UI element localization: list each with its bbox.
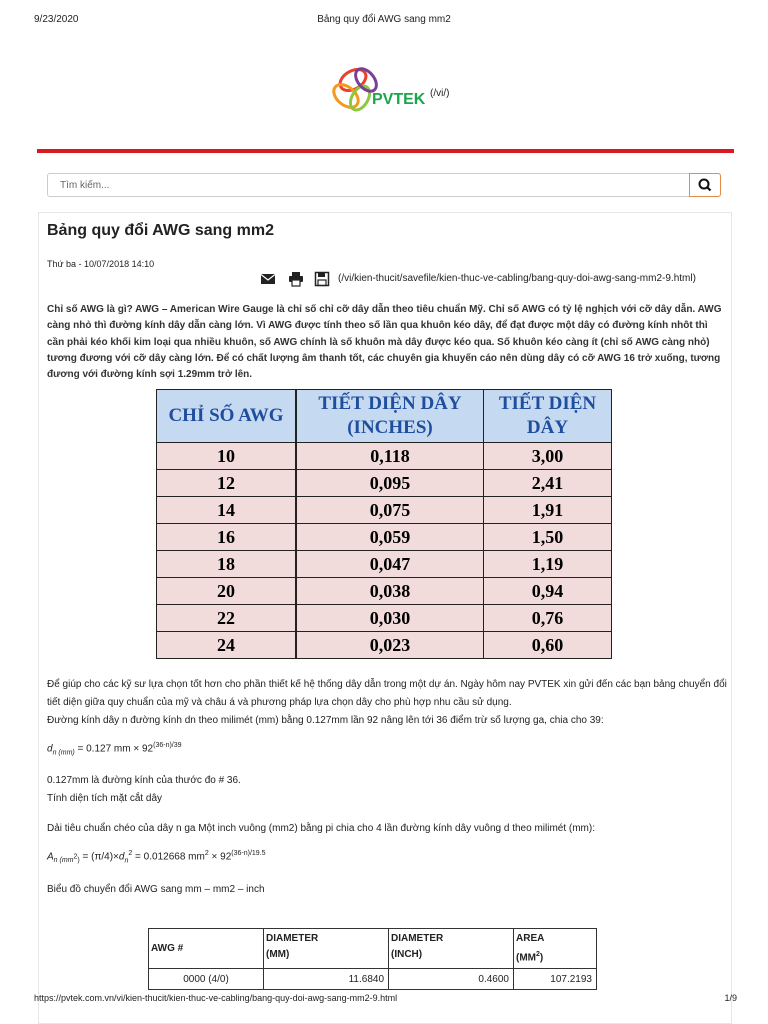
intro-paragraph: Chỉ số AWG là gì? AWG – American Wire Gauge là chỉ số chỉ cỡ dây dẫn theo tiêu chuẩn Mỹ. Chỉ số AWG có tỷ lệ nghịch với cỡ dây dẫn. AWG càng nhỏ thì đường kính dây dẫn càng lớn. Vì AWG được tính theo số lần qua khuôn kéo dây, để đạt được một dây có đường kính nhôt thì cần phải kéo khối kim loại qua nhiều khuôn, số AWG chính là số khuôn mà dây được kéo qua. Số khuôn kéo càng ít (chỉ số AWG càng nhỏ) tương đương với cỡ dây càng lớn. Để có chất lượng âm thanh tốt, các chuyên gia khuyến cáo nên dùng dây có cỡ AWG 16 trở xuống, tương đương với đường kính sợi 1.29mm trở lên. <box>47 304 722 381</box>
conv-header-diameter-mm: DIAMETER (MM) <box>264 929 389 969</box>
print-icon[interactable] <box>288 271 304 287</box>
search-box <box>47 173 721 197</box>
search-input[interactable] <box>48 174 712 196</box>
table-row <box>157 497 612 524</box>
paragraph-diameter: Đường kính dây n đường kính dn theo milimét (mm) bằng 0.127mm lần 92 nâng lên tới 36 điểm trừ số lượng ga, chia cho 39: <box>47 715 604 726</box>
paragraph-area: Dải tiêu chuẩn chéo của dây n ga Một inch vuông (mm2) bằng pi chia cho 4 lần đường kính dây vuông d theo milimét (mm): <box>47 823 595 834</box>
table-row <box>157 443 612 470</box>
awg-cell: 1,50 <box>484 524 612 551</box>
awg-table <box>156 389 612 659</box>
awg-header-mm: TIẾT DIỆN DÂY <box>484 390 612 443</box>
paragraph-area-heading: Tính diện tích mặt cắt dây <box>47 793 163 804</box>
search-button[interactable] <box>689 173 721 197</box>
search-icon <box>690 174 720 196</box>
conv-cell: 0.4600 <box>389 969 514 990</box>
awg-cell: 12 <box>157 470 297 497</box>
print-footer-url: https://pvtek.com.vn/vi/kien-thucit/kien-thuc-ve-cabling/bang-quy-doi-awg-sang-mm2-9.html <box>34 993 398 1003</box>
formula-diameter: $d_{n (mm)} = 0.127$ mm × $92^{(36-n)/39}$ <box>47 742 182 757</box>
paragraph-intro-2: Để giúp cho các kỹ sư lựa chọn tốt hơn cho phần thiết kế hệ thống dây dẫn trong một dự án. Ngày hôm nay PVTEK xin gửi đến các bạn bảng chuyển đổi tiết diện giữa quy chuẩn của mỹ và châu á và phương pháp lựa chọn dây cho phù hợp nhu cầu sử dụng. <box>47 679 727 708</box>
awg-header-gauge: CHỈ SỐ AWG <box>157 390 297 443</box>
conv-header-awg: AWG # <box>149 929 264 969</box>
table-row <box>157 605 612 632</box>
awg-cell: 2,41 <box>484 470 612 497</box>
conv-cell: 0000 (4/0) <box>149 969 264 990</box>
table-row <box>157 632 612 659</box>
table-row <box>157 524 612 551</box>
conv-cell: 107.2193 <box>514 969 597 990</box>
conv-header-area: AREA $(MM^2)$ <box>514 929 597 969</box>
awg-cell: 0,023 <box>296 632 484 659</box>
article-title: Bảng quy đổi AWG sang mm2 <box>47 222 274 239</box>
awg-cell: 3,00 <box>484 443 612 470</box>
awg-cell: 0,60 <box>484 632 612 659</box>
awg-cell: 20 <box>157 578 297 605</box>
save-icon[interactable] <box>314 271 330 287</box>
conv-cell: 11.6840 <box>264 969 389 990</box>
awg-cell: 0,075 <box>296 497 484 524</box>
print-page-number: 1/9 <box>724 993 737 1003</box>
awg-cell: 1,19 <box>484 551 612 578</box>
table-row <box>157 470 612 497</box>
awg-cell: 0,059 <box>296 524 484 551</box>
awg-cell: 0,047 <box>296 551 484 578</box>
paragraph-chart-heading: Biểu đồ chuyển đổi AWG sang mm – mm2 – inch <box>47 884 265 895</box>
table-row <box>149 969 597 990</box>
awg-cell: 0,94 <box>484 578 612 605</box>
table-row <box>157 551 612 578</box>
print-title: Bảng quy đổi AWG sang mm2 <box>317 14 451 25</box>
awg-cell: 16 <box>157 524 297 551</box>
awg-cell: 10 <box>157 443 297 470</box>
logo-link[interactable]: (/vi/) <box>430 88 450 99</box>
awg-cell: 18 <box>157 551 297 578</box>
awg-cell: 0,030 <box>296 605 484 632</box>
awg-cell: 0,118 <box>296 443 484 470</box>
header-divider <box>37 149 734 153</box>
paragraph-gauge36: 0.127mm là đường kính của thước đo # 36. <box>47 775 241 786</box>
email-icon[interactable] <box>260 271 276 287</box>
conversion-table <box>148 928 597 990</box>
awg-cell: 1,91 <box>484 497 612 524</box>
awg-cell: 0,095 <box>296 470 484 497</box>
formula-area: $A_{n (mm^2)} = (\pi/4)\times d_n^2 = 0.012668$ $mm^2 \times 92^{(36-n)/19.5}$ <box>47 850 266 865</box>
table-row <box>157 578 612 605</box>
awg-cell: 0,038 <box>296 578 484 605</box>
awg-cell: 0,76 <box>484 605 612 632</box>
awg-cell: 24 <box>157 632 297 659</box>
awg-cell: 14 <box>157 497 297 524</box>
awg-header-inches: TIẾT DIỆN DÂY (INCHES) <box>296 390 484 443</box>
logo-text: PVTEK <box>372 91 426 108</box>
print-date: 9/23/2020 <box>34 14 79 25</box>
article-date: Thứ ba - 10/07/2018 14:10 <box>47 259 155 269</box>
save-file-link[interactable]: (/vi/kien-thucit/savefile/kien-thuc-ve-cabling/bang-quy-doi-awg-sang-mm2-9.html) <box>338 273 696 284</box>
awg-cell: 22 <box>157 605 297 632</box>
conv-header-diameter-inch: DIAMETER (INCH) <box>389 929 514 969</box>
